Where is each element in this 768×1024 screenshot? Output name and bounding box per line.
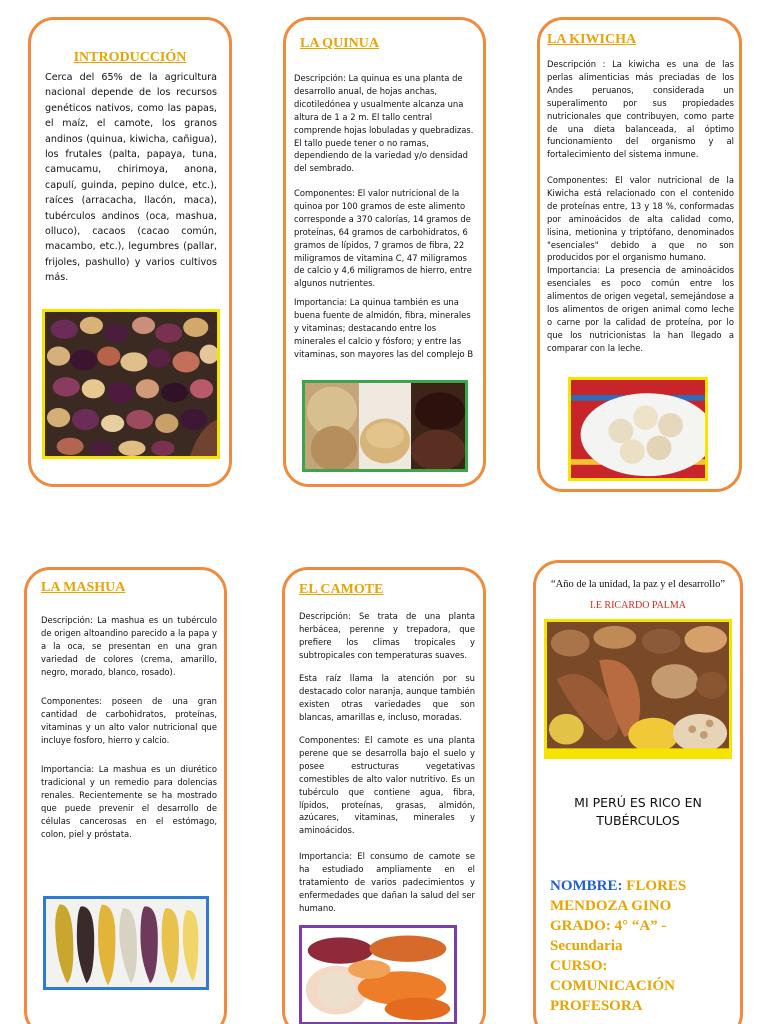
profesora-label: PROFESORA: [550, 998, 643, 1014]
grado-value: 4° “A” - Secundaria: [550, 918, 667, 954]
grado-row: [550, 916, 732, 956]
mashua-importance: Importancia: La mashua es un diurético tradicional y un remedio para dolencias renales. Recientemente se ha mostrado que puede prevenir el desarrollo de células cancerosas en el estómago, colon, piel y próstata.: [41, 764, 217, 839]
kiwicha-components-importance: Componentes: El valor nutricional de la Kiwicha está relacionado con el contenido de proteínas entre, 13 y 18 %, conformadas por aminoácidos de alta calidad como, lisina, metionina y triptófano, denominados "esenciales" debido a que no son producidos por el organismo humano. Importancia: La presencia de aminoácidos esenciales es poco común entre los alimentos de origen vegetal, semejándose a los alimentos de origen animal como leche o carne por la calidad de proteína, por lo que los nutricionistas la han llegado a comparar con la leche.: [547, 175, 734, 353]
quinua-description: Descripción: La quinua es una planta de desarrollo anual, de hojas anchas, dicotiledónea y usualmente alcanza una altura de 1 a 2 m. El tallo central comprende hojas lobuladas y quebradizas. El tallo puede tener o no ramas, dependiendo de la variedad y/o densidad del sembrado.: [294, 73, 474, 174]
quinoa-grains-image: [302, 380, 468, 472]
sweet-potato-image: [299, 925, 457, 1024]
mashua-title: LA MASHUA: [41, 580, 126, 595]
nombre-label: NOMBRE:: [550, 878, 623, 894]
curso-label: CURSO:: [550, 958, 608, 974]
andean-potatoes-image: [42, 309, 220, 459]
school-name: I.E RICARDO PALMA: [589, 600, 687, 611]
camote-importance: Importancia: El consumo de camote se ha estudiado ampliamente en el tratamiento de varios padecimientos y enfermedades que dañan la salud del ser humano.: [299, 851, 475, 913]
mashua-description: Descripción: La mashua es un tubérculo de origen altoandino parecido a la papa y a la oca, se presentan en una gran variedad de colores (crema, amarillo, negro, morado, blanco, rosado).: [41, 615, 217, 677]
grado-label: GRADO:: [550, 918, 611, 934]
motto-text: “Año de la unidad, la paz y el desarrollo”: [550, 579, 726, 590]
panel-introduccion: [28, 17, 232, 487]
panel-kiwicha: [537, 17, 742, 492]
quinua-components: Componentes: El valor nutricional de la quinoa por 100 gramos de este alimento corresponde a 370 calorías, 14 gramos de proteínas, 64 gramos de carbohidratos, 6 gramos de lípidos, 7 gramos de fibra, 22 miligramos de vitamina C, 47 miligramos de calcio y 4,6 miligramos de hierro, entre algunos nutrientes.: [294, 188, 472, 289]
panel-mashua: [24, 567, 227, 1024]
camote-description: Descripción: Se trata de una planta herbácea, perenne y trepadora, que prefiere los climas tropicales y subtropicales con temperaturas suaves.: [299, 611, 475, 660]
cover-headline: MI PERÚ ES RICO EN TUBÉRCULOS: [574, 795, 702, 828]
mashua-components: Componentes: poseen de una gran cantidad de carbohidratos, proteínas, vitaminas y un alto valor nutricional que incluye fosforo, hierro y calcio.: [41, 696, 217, 745]
curso-row: [550, 956, 732, 996]
quinua-importance: Importancia: La quinua también es una buena fuente de almidón, fibra, minerales y vitaminas; destacando entre los minerales el calcio y fósforo; y entre las vitaminas, son mayores las del complejo B: [294, 297, 474, 359]
intro-body: Cerca del 65% de la agricultura nacional depende de los recursos genéticos nativos, como las papas, el maíz, el camote, los granos andinos (quinua, kiwicha, cañigua), los frutales (palta, papaya, tuna, camucamu, chirimoya, anona, capulí, guinda, pepino dulce, etc.), raíces (arracacha, llacón, maca), tubérculos andinos (oca, mashua, olluco), cacaos (cacao común, macambo, etc.), legumbres (pallar, frijoles, pashullo) y varios cultivos más.: [45, 72, 217, 284]
student-info: [550, 876, 732, 1016]
panel-cover: [533, 560, 743, 1024]
nombre-value: FLORES MENDOZA GINO: [550, 878, 687, 914]
mashua-tubers-image: [43, 896, 209, 990]
kiwicha-balls-image: [568, 377, 708, 481]
curso-value: COMUNICACIÓN: [550, 978, 675, 994]
camote-components: Componentes: El camote es una planta perene que se desarrolla bajo el suelo y posee estructuras vegetativas comestibles de alto valor nutritivo. Es un tubérculo que contiene agua, fibra, lípidos, proteínas, grasas, almidón, azúcares, vitaminas, minerales y aminoácidos.: [299, 735, 475, 836]
tubers-collage-image: [544, 619, 732, 759]
kiwicha-title: LA KIWICHA: [547, 32, 637, 47]
camote-title: EL CAMOTE: [299, 582, 384, 597]
panel-camote: [282, 567, 486, 1024]
camote-paragraph-2: Esta raíz llama la atención por su destacado color naranja, aunque también existen otras variedades que son blancas, amarillas e, incluso, moradas.: [299, 673, 475, 722]
quinua-title: LA QUINUA: [300, 36, 379, 51]
intro-title: INTRODUCCIÓN: [73, 50, 187, 65]
panel-quinua: [283, 17, 486, 487]
kiwicha-description: Descripción : La kiwicha es una de las perlas alimenticias más preciadas de los Andes peruanos, considerada un superalimento por sus propiedades nutricionales que contribuyen, como parte de una dieta balanceada, al óptimo funcionamiento del organismo y al fortalecimiento del sistema inmune.: [547, 59, 734, 160]
nombre-row: [550, 876, 732, 916]
